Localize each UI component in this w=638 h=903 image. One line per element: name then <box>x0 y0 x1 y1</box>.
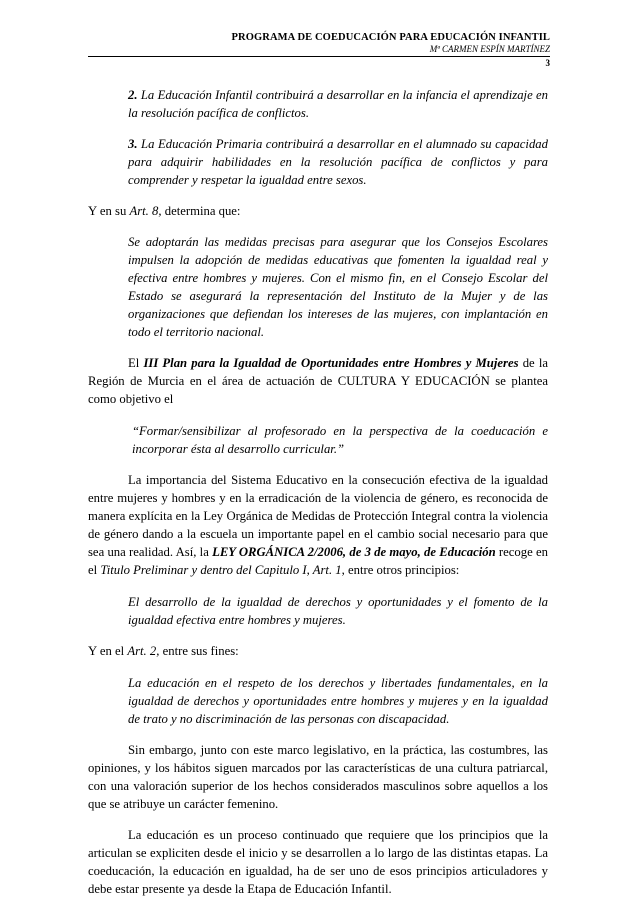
objective-quote-text: “Formar/sensibilizar al profesorado en la perspectiva de la coeducación e incorporar ésta al desarrollo curricular.” <box>132 424 548 456</box>
header-rule <box>88 56 550 57</box>
embargo-paragraph: Sin embargo, junto con este marco legislativo, en la práctica, las costumbres, las opiniones, y los hábitos siguen marcados por las características de una cultura patriarcal, con una valoración superior de los hechos considerados masculinos sobre aquellos a los que se atribuye un carácter femenino. <box>88 743 548 811</box>
list-item-3 <box>88 135 548 189</box>
art8-intro-pre: Y en su <box>88 204 130 218</box>
title-reference: Titulo Preliminar y dentro del Capitulo I, Art. 1 <box>100 563 342 577</box>
principle-quote: El desarrollo de la igualdad de derechos y oportunidades y el fomento de la igualdad efectiva entre hombres y mujeres. <box>128 595 548 627</box>
proceso-paragraph: La educación es un proceso continuado que requiere que los principios que la articulan se expliciten desde el inicio y se desarrollen a lo largo de las distintas etapas. La coeducación, la educación en igualdad, ha de ser uno de esos principios articuladores y debe estar presente ya desde la Etapa de Educación Infantil. <box>88 828 548 896</box>
document-title: PROGRAMA DE COEDUCACIÓN PARA EDUCACIÓN INFANTIL <box>231 32 550 43</box>
list-item-2-text: La Educación Infantil contribuirá a desarrollar en la infancia el aprendizaje en la resolución pacífica de conflictos. <box>128 88 549 120</box>
art8-intro <box>88 202 548 220</box>
art2-intro <box>88 642 548 660</box>
list-item-3-number: 3. <box>128 137 138 151</box>
importance-paragraph <box>88 471 548 579</box>
author-name: Mª CARMEN ESPÍN MARTÍNEZ <box>429 44 550 54</box>
importance-mid: recoge en el <box>88 545 548 577</box>
importance-pre: La importancia del Sistema Educativo en la consecución efectiva de la igualdad entre mujeres y hombres y en la erradicación de la violencia de género, es reconocida de manera explícita en la Ley Orgánica de Medidas de Protección Integral contra la violencia de género dando a la escuela un importante papel en el cambio social necesario para que sea una realidad. Así, la <box>88 473 548 559</box>
art8-quote: Se adoptarán las medidas precisas para asegurar que los Consejos Escolares impulsen la adopción de medidas educativas que fomenten la igualdad real y efectiva entre hombres y mujeres. Con el mismo fin, en el Consejo Escolar del Estado se asegurará la representación del Instituto de la Mujer y de las organizaciones que defiendan los intereses de las mujeres, con implantación en todo el territorio nacional. <box>128 235 548 339</box>
law-reference: LEY ORGÁNICA 2/2006, de 3 de mayo, de Educación <box>212 545 496 559</box>
art8-intro-post: determina que: <box>161 204 241 218</box>
page-body <box>88 86 548 898</box>
page-number: 3 <box>545 58 550 68</box>
list-item-2-number: 2. <box>128 88 138 102</box>
importance-post: , entre otros principios: <box>341 563 460 577</box>
objective-quote <box>88 422 548 458</box>
plan-pre: El <box>128 356 144 370</box>
art2-intro-pre: Y en el <box>88 644 128 658</box>
list-item-2 <box>88 86 548 122</box>
list-item-3-text: La Educación Primaria contribuirá a desarrollar en el alumnado su capacidad para adquirir habilidades en la resolución pacífica de conflictos y para comprender y respetar la igualdad entre sexos. <box>128 137 548 187</box>
plan-paragraph <box>88 354 548 408</box>
art2-reference: Art. 2, <box>127 644 160 658</box>
art2-intro-post: entre sus fines: <box>159 644 239 658</box>
art2-quote: La educación en el respeto de los derechos y libertades fundamentales, en la igualdad de derechos y oportunidades entre hombres y mujeres y en la igualdad de trato y no discriminación de las personas con discapacidad. <box>128 676 548 726</box>
page-header <box>88 32 550 68</box>
art8-reference: Art. 8, <box>129 204 162 218</box>
plan-title: III Plan para la Igualdad de Oportunidades entre Hombres y Mujeres <box>143 356 519 370</box>
plan-post: de la Región de Murcia en el área de actuación de CULTURA Y EDUCACIÓN se plantea como objetivo el <box>88 356 548 406</box>
